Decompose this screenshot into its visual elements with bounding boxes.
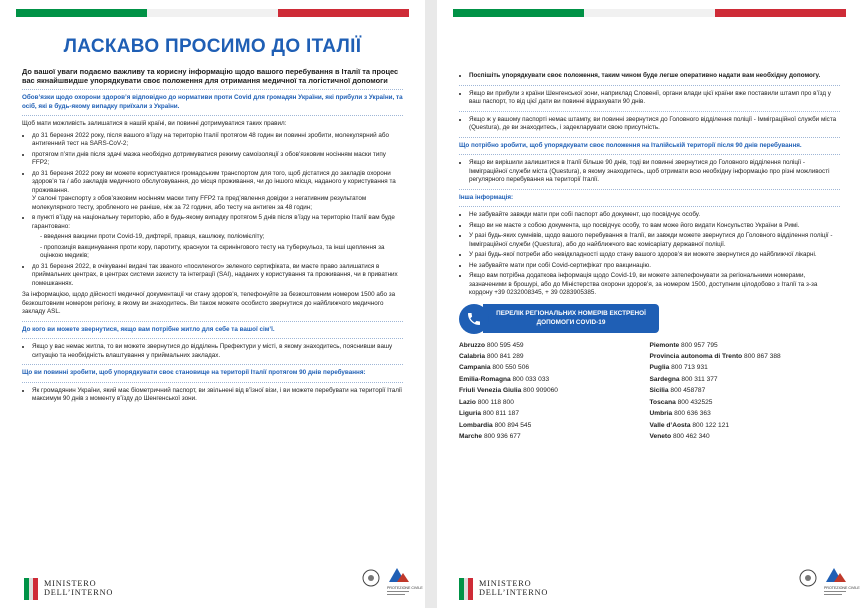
region-number-row <box>459 364 650 373</box>
region-phone: 800 432525 <box>677 398 713 406</box>
intro-text: До вашої уваги подаємо важливу та корисну інформацію щодо вашого перебування в Італії та процес вас якнайшвидше упорядкувати своє положення для отримання медичної та логістичної допомоги <box>22 66 399 85</box>
region-name: Umbria <box>649 410 673 418</box>
region-name: Lazio <box>459 398 476 406</box>
svg-text:PROTEZIONE CIVILE: PROTEZIONE CIVILE <box>824 586 860 590</box>
region-name: Emilia-Romagna <box>459 375 511 383</box>
italian-flag-bar <box>16 9 409 17</box>
rules-list <box>22 132 403 289</box>
region-phone: 800 033 033 <box>512 375 550 383</box>
ministry-logo: MINISTERO DELL’INTERNO <box>24 578 113 600</box>
region-number-row <box>459 342 650 351</box>
region-number-row <box>650 410 841 419</box>
subrules-list <box>32 233 403 261</box>
region-phone: 800 118 800 <box>477 398 514 406</box>
housing-text: • Якщо у вас немає житла, то ви можете звернутися до відділень Префектури у місті, в якому знаходитесь, пояснивши вашу ситуацію та необхідність влаштування у приймальних закладах. <box>32 343 403 360</box>
rule-item: • протягом п’яти днів після здачі мазка необхідно дотримуватися режиму самоізоляції з обов’язковим носінням маски типу FFP2; <box>32 151 403 168</box>
region-number-row <box>459 433 650 442</box>
regional-numbers <box>459 342 840 445</box>
region-name: Liguria <box>459 410 481 418</box>
page-title: ЛАСКАВО ПРОСИМО ДО ІТАЛІЇ <box>63 36 362 57</box>
region-number-row <box>459 353 650 362</box>
region-number-row <box>650 433 841 442</box>
region-phone: 800 894 545 <box>494 421 532 429</box>
top-bullets <box>459 72 840 81</box>
info-item: • Якщо ви не маєте з собою документа, що посвідчує особу, то вам може його видати Консульство України в Римі. <box>469 222 840 231</box>
subrule-item: - введення вакцини проти Covid-19, дифтерії, правця, кашлюку, поліомієліту; <box>40 233 265 241</box>
info-item: • У разі будь-яких сумнівів, щодо вашого перебування в Італії, ви завжди можете звернутися до Головного відділення поліції - Імміграційної служби (Questura), або до найближчого вас комісаріату державної поліції. <box>469 232 840 249</box>
ministry-logo: MINISTERO DELL’INTERNO <box>459 578 548 600</box>
rule-item: • до 31 березня 2022 року ви можете користуватися громадським транспортом для того, щоб дістатися до закладів охорони здоров’я та / або закладів медичного обслуговування, до місця проживання, чи до іншого місця, наданого у користування та проживання. У салоні транспорту з обов’язковим носінням маски типу FFP2 та пред’явлення довідки з негативним результатом молекулярного тесту, зробленого не раніше, ніж за 72 години, або тесту на антиген за 48 годин; <box>32 170 403 213</box>
region-name: Valle d’Aosta <box>649 421 691 429</box>
over90-heading: Що потрібно зробити, щоб упорядкувати своє положення на Італійській території після 90 днів перебування. <box>459 141 802 149</box>
region-name: Sicilia <box>649 387 669 395</box>
over90-text: • Якщо ви вирішили залишитися в Італії більше 90 днів, тоді ви повинні звернутися до Головного відділення поліції - Імміграційної служби міста (Questura), в якому знаходитесь, щоб отримати всю необхідну інформацію про різні можливості регулярного перебування на території Італії. <box>469 159 840 185</box>
regions-left-column <box>459 342 650 445</box>
region-name: Puglia <box>649 364 670 372</box>
residence-heading: Що ви повинні зробити, щоб упорядкувати своє становище на території Італії протягом 90 днів перебування: <box>22 369 366 377</box>
region-number-row <box>650 376 841 385</box>
info-list <box>459 211 840 298</box>
region-phone: 800 462 340 <box>672 433 710 441</box>
region-number-row <box>650 342 841 351</box>
emergency-banner <box>459 304 840 334</box>
region-phone: 800 841 289 <box>486 352 524 360</box>
region-phone: 800 909060 <box>523 387 558 395</box>
subrule-item: - пропозиція вакцинування проти кору, паротиту, краснухи та скринінгового тесту на туберкульоз, та інші щеплення за оцінкою медиків; <box>40 243 385 260</box>
region-name: Friuli Venezia Giulia <box>459 387 522 395</box>
region-phone: 800 713 931 <box>671 364 708 372</box>
bullet-item: • Якщо ж у вашому паспорті немає штампу, ви повинні звернутися до Головного відділення поліції - Імміграційної служби міста (Questura), де ви знаходитесь, і задекларувати свою присутність. <box>469 116 840 133</box>
bullet-item: • Поспішіть упорядкувати своє положення, таким чином буде легше оперативно надати вам необхідну допомогу. <box>469 72 840 81</box>
region-number-row <box>459 422 650 431</box>
flag-emblem <box>24 578 38 600</box>
region-phone: 800 595 459 <box>486 341 524 349</box>
region-number-row <box>650 399 841 408</box>
protezione-civile-logo <box>796 564 860 600</box>
residence-text: • Як громадянин України, який має біометричний паспорт, ви звільнені від в’їзної візи, і ви можете перебувати на території Італії максимум 90 днів з моменту в’їзду до Шенгенської зони. <box>32 387 403 404</box>
region-number-row <box>650 422 841 431</box>
region-phone: 800 458787 <box>670 387 706 395</box>
rule-text: в пункті в’їзду на національну територію, або в будь-якому випадку протягом 5 днів після в’їзду на територію Італії вам буде гарантовано: <box>32 214 395 230</box>
region-name: Abruzzo <box>459 341 486 349</box>
region-phone: 800 122 121 <box>692 421 730 429</box>
region-number-row <box>459 376 650 385</box>
left-page <box>0 0 425 608</box>
flag-emblem <box>459 578 473 600</box>
rule-item: • до 31 березня 2022 року, після вашого в’їзду на територію Італії протягом 48 годин ви повинні зробити, молекулярний або антигенний тест на SARS-CoV-2; <box>32 132 403 149</box>
region-phone: 800 867 388 <box>744 352 781 360</box>
housing-heading: До кого ви можете звернутися, якщо вам потрібне житло для себе та вашої сім’ї. <box>22 325 275 333</box>
info-paragraph: За інформацією, щодо дійсності медичної документації чи стану здоров’я, телефонуйте за безкоштовним номером 1500 або за безкоштовним номером регіону, в якому ви знаходитесь. Ви також можете особисто звернутися до найближчого медичного закладу ASL. <box>22 291 396 316</box>
region-phone: 800 550 506 <box>492 364 530 372</box>
svg-text:PROTEZIONE CIVILE: PROTEZIONE CIVILE <box>387 586 423 590</box>
rule-item <box>32 214 403 261</box>
region-number-row <box>459 410 650 419</box>
region-phone: 800 936 677 <box>483 433 521 441</box>
rule-item: • до 31 березня 2022, в очікуванні видачі так званого «посиленого» зеленого сертифіката, ви маєте право залишатися в приймальних центрах, в центрах системи захисту та інтеграції (SAI), наданих у користування та проживання, чи в приватних помешканнях. <box>32 263 403 289</box>
region-name: Sardegna <box>649 375 680 383</box>
region-name: Provincia autonoma di Trento <box>649 352 743 360</box>
region-phone: 800 311 377 <box>681 375 718 383</box>
region-number-row <box>459 387 650 396</box>
info-item: • Не забувайте мати при собі Covid-сертифікат про вакцинацію. <box>469 262 840 271</box>
region-name: Toscana <box>649 398 676 406</box>
phone-icon <box>459 304 489 334</box>
region-name: Veneto <box>649 433 672 441</box>
region-phone: 800 636 363 <box>674 410 711 418</box>
bullet-item: • Якщо ви прибули з країни Шенгенської зони, наприклад Словенії, органи влади цієї країни вже поставили штамп про в’їзд у ваш паспорт, то від цієї дати ви повинні відрахувати 90 днів. <box>469 90 840 107</box>
left-content <box>22 34 403 406</box>
right-content <box>459 70 840 445</box>
region-name: Calabria <box>459 352 486 360</box>
rules-intro: Щоб мати можливість залишатися в нашій країні, ви повинні дотримуватися таких правил: <box>22 120 287 128</box>
region-number-row <box>650 364 841 373</box>
info-item: • Не забувайте завжди мати при собі паспорт або документ, що посвідчує особу. <box>469 211 840 220</box>
info-item: • Якщо вам потрібна додаткова інформація щодо Covid-19, ви можете зателефонувати за регіональними номерами, зазначеними в брошурі, або до Міністерства охорони здоров’я, за номером 1500, доступним цілодобово з Італії та з-за кордону +39 0232008345, + 39 0283905385. <box>469 272 840 298</box>
duty-heading: Обов’язки щодо охорони здоров’я відповідно до нормативи проти Covid для громадян України, які прибули з України, та осіб, які в будь-якому випадку приїхали з України. <box>22 94 403 110</box>
italian-flag-bar <box>453 9 846 17</box>
region-phone: 800 811 187 <box>482 410 520 418</box>
protezione-civile-logo <box>359 564 423 600</box>
info-item: • У разі будь-якої потреби або невідкладності щодо стану вашого здоров’я ви можете звернутися до найближчої лікарні. <box>469 251 840 260</box>
region-name: Campania <box>459 364 491 372</box>
regions-right-column <box>650 342 841 445</box>
region-number-row <box>459 399 650 408</box>
region-number-row <box>650 353 841 362</box>
region-phone: 800 957 795 <box>681 341 718 349</box>
info-heading: Інша інформація: <box>459 193 514 201</box>
region-name: Marche <box>459 433 483 441</box>
region-name: Piemonte <box>649 341 680 349</box>
emergency-banner-text: ПЕРЕЛІК РЕГІОНАЛЬНИХ НОМЕРІВ ЕКСТРЕНОЇ ДОПОМОГИ COVID-19 <box>483 304 659 333</box>
region-number-row <box>650 387 841 396</box>
right-page <box>437 0 862 608</box>
region-name: Lombardia <box>459 421 493 429</box>
